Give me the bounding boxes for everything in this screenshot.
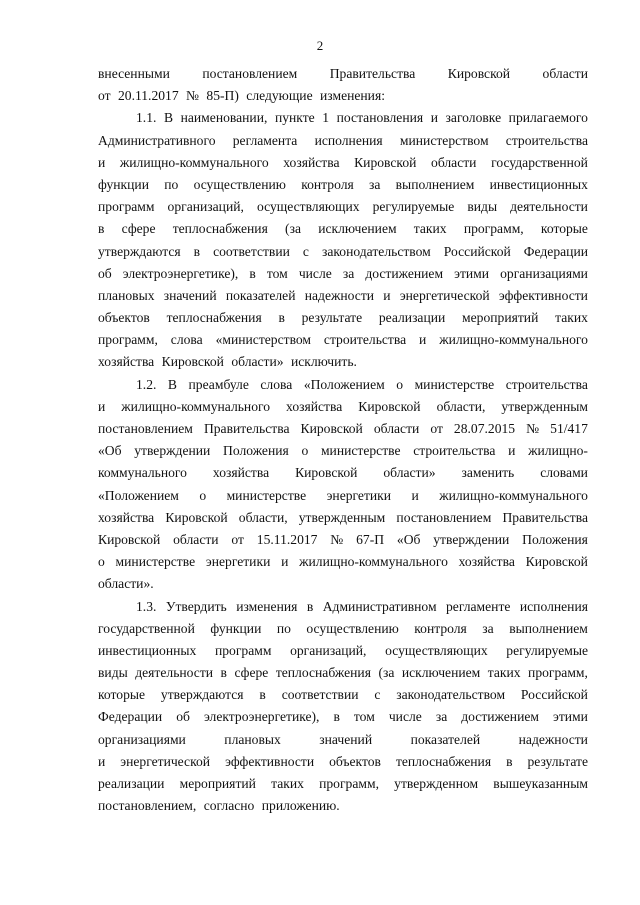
word: министерстве bbox=[414, 376, 495, 392]
word: и bbox=[98, 154, 106, 170]
word: Кировской bbox=[165, 509, 228, 525]
word: надежности bbox=[304, 287, 375, 303]
word: и bbox=[98, 753, 106, 769]
text-line bbox=[98, 152, 588, 174]
word: об bbox=[176, 709, 190, 725]
word: энергетической bbox=[399, 287, 490, 303]
text-line bbox=[98, 751, 588, 773]
word: программ, bbox=[463, 221, 524, 237]
word: утверждении bbox=[433, 531, 510, 547]
word: с bbox=[302, 243, 309, 259]
word: (за bbox=[285, 221, 301, 237]
word: Кировской bbox=[447, 66, 511, 81]
text-line bbox=[98, 507, 588, 529]
word: программ, bbox=[319, 776, 379, 791]
text-line bbox=[98, 63, 588, 85]
word: и bbox=[98, 398, 106, 414]
word: деятельности bbox=[510, 199, 588, 215]
text-line bbox=[98, 706, 588, 728]
word: области bbox=[373, 421, 420, 436]
word: 1 bbox=[322, 110, 330, 126]
word: № bbox=[330, 531, 344, 547]
word: утвержденным bbox=[501, 398, 588, 414]
word: выполнением bbox=[509, 620, 588, 636]
text-line bbox=[98, 485, 588, 507]
text-line bbox=[98, 795, 588, 817]
text-line bbox=[98, 374, 588, 396]
word: за bbox=[368, 176, 381, 192]
word: министерством bbox=[399, 132, 489, 148]
word: деятельности bbox=[135, 665, 214, 681]
word: жилищно- bbox=[528, 443, 588, 459]
word: и bbox=[419, 332, 427, 348]
word: исключением bbox=[401, 665, 481, 681]
word: хозяйства bbox=[98, 509, 155, 525]
word: осуществляющих bbox=[385, 642, 488, 658]
word: 67-П bbox=[356, 531, 385, 547]
word: согласно bbox=[203, 798, 258, 814]
word: преамбуле bbox=[188, 376, 249, 392]
paragraph-1-2 bbox=[98, 374, 588, 596]
word: надежности bbox=[518, 731, 588, 747]
text-line bbox=[98, 351, 588, 373]
word: об bbox=[98, 265, 112, 281]
word: инвестиционных bbox=[98, 642, 197, 658]
text-line bbox=[98, 640, 588, 662]
word: в bbox=[249, 265, 256, 281]
word: в bbox=[220, 665, 227, 681]
word: жилищно-коммунального bbox=[121, 398, 271, 414]
word: прилагаемого bbox=[508, 110, 588, 126]
word: энергетической bbox=[120, 753, 211, 769]
word: области». bbox=[98, 576, 154, 592]
word: регламенте bbox=[446, 598, 511, 614]
word: хозяйства bbox=[458, 554, 515, 570]
word: В bbox=[167, 376, 177, 392]
word: организаций, bbox=[290, 642, 367, 658]
text-line bbox=[98, 618, 588, 640]
word: Положения bbox=[223, 443, 289, 459]
word: функции bbox=[98, 176, 149, 192]
text-line bbox=[98, 174, 588, 196]
word: в bbox=[98, 221, 105, 237]
word: 1.3. bbox=[136, 598, 157, 614]
word: Положения bbox=[522, 531, 588, 547]
word: эффективности bbox=[225, 753, 315, 769]
word: наименовании, bbox=[180, 110, 268, 126]
word: объектов bbox=[98, 310, 150, 326]
word: постановления bbox=[336, 110, 424, 126]
word: от bbox=[231, 531, 244, 547]
text-line bbox=[98, 729, 588, 751]
word: программ bbox=[214, 642, 272, 658]
word: Утвердить bbox=[165, 598, 227, 614]
word: исключением bbox=[318, 221, 397, 237]
word: реализации bbox=[378, 310, 446, 326]
word: 1.2. bbox=[136, 376, 157, 392]
text-line bbox=[98, 218, 588, 240]
word: функции bbox=[210, 620, 262, 636]
word: постановлением bbox=[396, 509, 492, 525]
word: (за bbox=[378, 665, 395, 681]
word: виды bbox=[467, 199, 498, 215]
word: Правительства bbox=[329, 66, 416, 81]
word: организаций, bbox=[167, 199, 244, 215]
word: 85-П) bbox=[206, 88, 243, 104]
word: области bbox=[431, 154, 477, 170]
word: «Об bbox=[98, 443, 122, 459]
word: Правительства bbox=[203, 421, 290, 436]
text-line bbox=[98, 107, 588, 129]
word: Административного bbox=[98, 132, 216, 148]
word: по bbox=[164, 176, 179, 192]
text-line bbox=[98, 307, 588, 329]
word: 51/417 bbox=[550, 421, 588, 436]
word: заголовке bbox=[445, 110, 502, 126]
text-line bbox=[98, 85, 588, 107]
word: организациями bbox=[500, 265, 588, 281]
word: и bbox=[383, 287, 391, 303]
word: в bbox=[259, 687, 266, 703]
word: контроля bbox=[414, 620, 467, 636]
word: и bbox=[508, 443, 516, 459]
word: за bbox=[435, 709, 448, 725]
word: инвестиционных bbox=[489, 176, 588, 192]
word: плановых bbox=[98, 287, 155, 303]
word: программ, bbox=[98, 332, 158, 348]
text-line bbox=[98, 529, 588, 551]
word: значений bbox=[319, 731, 373, 747]
word: утвержденном bbox=[394, 776, 479, 791]
word: «Положением bbox=[98, 487, 179, 503]
word: строительства bbox=[413, 443, 496, 459]
word: заменить bbox=[461, 465, 515, 481]
word: Кировской bbox=[354, 154, 417, 170]
word: жилищно-коммунального bbox=[119, 154, 269, 170]
word: Федерации bbox=[98, 709, 163, 725]
word: объектов bbox=[329, 753, 381, 769]
word: теплоснабжения bbox=[172, 221, 268, 237]
word: государственной bbox=[98, 620, 195, 636]
text-line bbox=[98, 196, 588, 218]
word: Административном bbox=[322, 598, 437, 614]
word: осуществлению bbox=[193, 176, 286, 192]
word: Кировской bbox=[295, 465, 358, 481]
word: регулируемые bbox=[506, 642, 588, 658]
text-line bbox=[98, 329, 588, 351]
word: в bbox=[506, 753, 513, 769]
word: хозяйства bbox=[98, 354, 158, 370]
word: утверждаются bbox=[160, 687, 244, 703]
word: регулируемые bbox=[372, 199, 455, 215]
word: таких bbox=[555, 310, 588, 326]
word: результате bbox=[301, 310, 363, 326]
word: за bbox=[342, 265, 355, 281]
document-body bbox=[98, 63, 588, 817]
word: теплоснабжения bbox=[275, 665, 371, 681]
word: законодательством bbox=[396, 687, 506, 703]
word: по bbox=[276, 620, 291, 636]
word: организациями bbox=[98, 731, 186, 747]
word: сфере bbox=[121, 221, 156, 237]
word: хозяйства bbox=[283, 154, 340, 170]
word: Кировской bbox=[525, 554, 588, 570]
word: Российской bbox=[443, 243, 511, 259]
text-line bbox=[98, 241, 588, 263]
word: плановых bbox=[224, 731, 281, 747]
word: государственной bbox=[491, 154, 588, 170]
word: за bbox=[482, 620, 494, 636]
word: приложению. bbox=[261, 798, 340, 814]
word: и bbox=[281, 554, 289, 570]
text-line bbox=[98, 285, 588, 307]
word: осуществляющих bbox=[256, 199, 360, 215]
word: значений bbox=[163, 287, 217, 303]
word: области bbox=[542, 66, 588, 81]
word: числе bbox=[298, 265, 332, 281]
word: жилищно-коммунального bbox=[439, 487, 588, 503]
word: утверждаются bbox=[98, 243, 181, 259]
text-line bbox=[98, 130, 588, 152]
word: контроля bbox=[301, 176, 354, 192]
word: 28.07.2015 bbox=[453, 421, 516, 436]
word: осуществлению bbox=[306, 620, 399, 636]
word: области, bbox=[436, 398, 486, 414]
word: министерстве bbox=[226, 487, 307, 503]
text-line bbox=[98, 551, 588, 573]
paragraph-intro bbox=[98, 63, 588, 107]
word: эффективности bbox=[498, 287, 588, 303]
word: В bbox=[163, 110, 174, 126]
word: соответствии bbox=[281, 687, 359, 703]
word: слова bbox=[260, 376, 293, 392]
word: которые bbox=[98, 687, 146, 703]
word: таких bbox=[413, 221, 447, 237]
word: от bbox=[430, 421, 443, 436]
word: Кировской bbox=[300, 421, 363, 436]
word: Правительства bbox=[502, 509, 588, 525]
word: и bbox=[411, 487, 419, 503]
word: министерстве bbox=[320, 443, 401, 459]
word: исполнения bbox=[314, 132, 383, 148]
word: № bbox=[526, 421, 540, 436]
word: следующие bbox=[246, 88, 317, 104]
word: числе bbox=[388, 709, 422, 725]
word: области bbox=[173, 531, 219, 547]
word: в bbox=[193, 243, 201, 259]
word: строительства bbox=[505, 132, 588, 148]
word: энергетики bbox=[326, 487, 392, 503]
word: области» bbox=[231, 354, 287, 370]
text-line bbox=[98, 440, 588, 462]
word: электроэнергетике), bbox=[203, 709, 320, 725]
word: таких bbox=[487, 665, 521, 681]
word: в bbox=[306, 598, 314, 614]
word: внесенными bbox=[98, 66, 170, 81]
word: законодательством bbox=[321, 243, 431, 259]
word: виды bbox=[98, 665, 128, 681]
word: энергетики bbox=[205, 554, 271, 570]
word: показателей bbox=[225, 287, 296, 303]
word: выполнением bbox=[395, 176, 475, 192]
word: коммунального bbox=[98, 465, 187, 481]
text-line bbox=[98, 263, 588, 285]
word: и bbox=[430, 110, 438, 126]
word: Кировской bbox=[98, 531, 161, 547]
page-number: 2 bbox=[316, 38, 324, 53]
word: этими bbox=[553, 709, 588, 725]
word: «Об bbox=[396, 531, 421, 547]
word: показателей bbox=[410, 731, 481, 747]
word: с bbox=[374, 687, 381, 703]
word: этими bbox=[454, 265, 490, 281]
word: о bbox=[301, 443, 309, 459]
word: Федерации bbox=[523, 243, 588, 259]
word: № bbox=[186, 88, 203, 104]
text-line bbox=[98, 684, 588, 706]
word: таких bbox=[271, 776, 304, 791]
word: том bbox=[353, 709, 375, 725]
word: результате bbox=[527, 753, 588, 769]
word: пункте bbox=[274, 110, 315, 126]
word: реализации bbox=[98, 776, 165, 791]
text-line bbox=[98, 573, 588, 595]
word: электроэнергетике), bbox=[122, 265, 239, 281]
word: слова bbox=[170, 332, 203, 348]
word: от bbox=[98, 88, 114, 104]
word: в bbox=[333, 709, 340, 725]
word: изменения: bbox=[320, 88, 385, 104]
word: постановлением, bbox=[98, 798, 200, 814]
word: хозяйства bbox=[212, 465, 270, 481]
text-line bbox=[98, 396, 588, 418]
word: строительства bbox=[323, 332, 407, 348]
word: утверждении bbox=[134, 443, 211, 459]
text-line bbox=[98, 596, 588, 618]
word: 15.11.2017 bbox=[256, 531, 318, 547]
word: о bbox=[98, 554, 105, 570]
paragraph-1-1 bbox=[98, 107, 588, 373]
word: исполнения bbox=[519, 598, 588, 614]
word: области, bbox=[238, 509, 288, 525]
paragraph-1-3 bbox=[98, 596, 588, 818]
word: изменения bbox=[236, 598, 298, 614]
word: утвержденным bbox=[298, 509, 386, 525]
word: «Положением bbox=[303, 376, 385, 392]
word: программ, bbox=[528, 665, 588, 681]
text-line bbox=[98, 773, 588, 795]
word: области» bbox=[383, 465, 436, 481]
word: постановлением bbox=[202, 66, 298, 81]
word: регламента bbox=[232, 132, 298, 148]
word: хозяйства bbox=[286, 398, 343, 414]
word: министерстве bbox=[115, 554, 196, 570]
word: теплоснабжения bbox=[395, 753, 492, 769]
word: достижением bbox=[365, 265, 444, 281]
word: достижением bbox=[461, 709, 539, 725]
word: словами bbox=[540, 465, 588, 481]
word: Кировской bbox=[358, 398, 421, 414]
text-line bbox=[98, 418, 588, 440]
word: мероприятий bbox=[179, 776, 256, 791]
word: соответствии bbox=[213, 243, 290, 259]
word: 1.1. bbox=[136, 110, 157, 126]
word: которые bbox=[540, 221, 588, 237]
word: сфере bbox=[234, 665, 269, 681]
word: о bbox=[396, 376, 404, 392]
word: строительства bbox=[505, 376, 588, 392]
text-line bbox=[98, 662, 588, 684]
word: том bbox=[266, 265, 288, 281]
word: в bbox=[278, 310, 285, 326]
word: исключить. bbox=[290, 354, 357, 370]
word: жилищно-коммунального bbox=[299, 554, 448, 570]
word: жилищно-коммунального bbox=[439, 332, 588, 348]
word: 20.11.2017 bbox=[117, 88, 183, 104]
word: о bbox=[199, 487, 207, 503]
word: «министерством bbox=[215, 332, 312, 348]
word: вышеуказанным bbox=[493, 776, 588, 791]
text-line bbox=[98, 462, 588, 484]
word: теплоснабжения bbox=[166, 310, 262, 326]
word: постановлением bbox=[98, 421, 193, 436]
word: Российской bbox=[520, 687, 588, 703]
word: мероприятий bbox=[462, 310, 539, 326]
word: программ bbox=[98, 199, 155, 215]
word: Кировской bbox=[161, 354, 228, 370]
